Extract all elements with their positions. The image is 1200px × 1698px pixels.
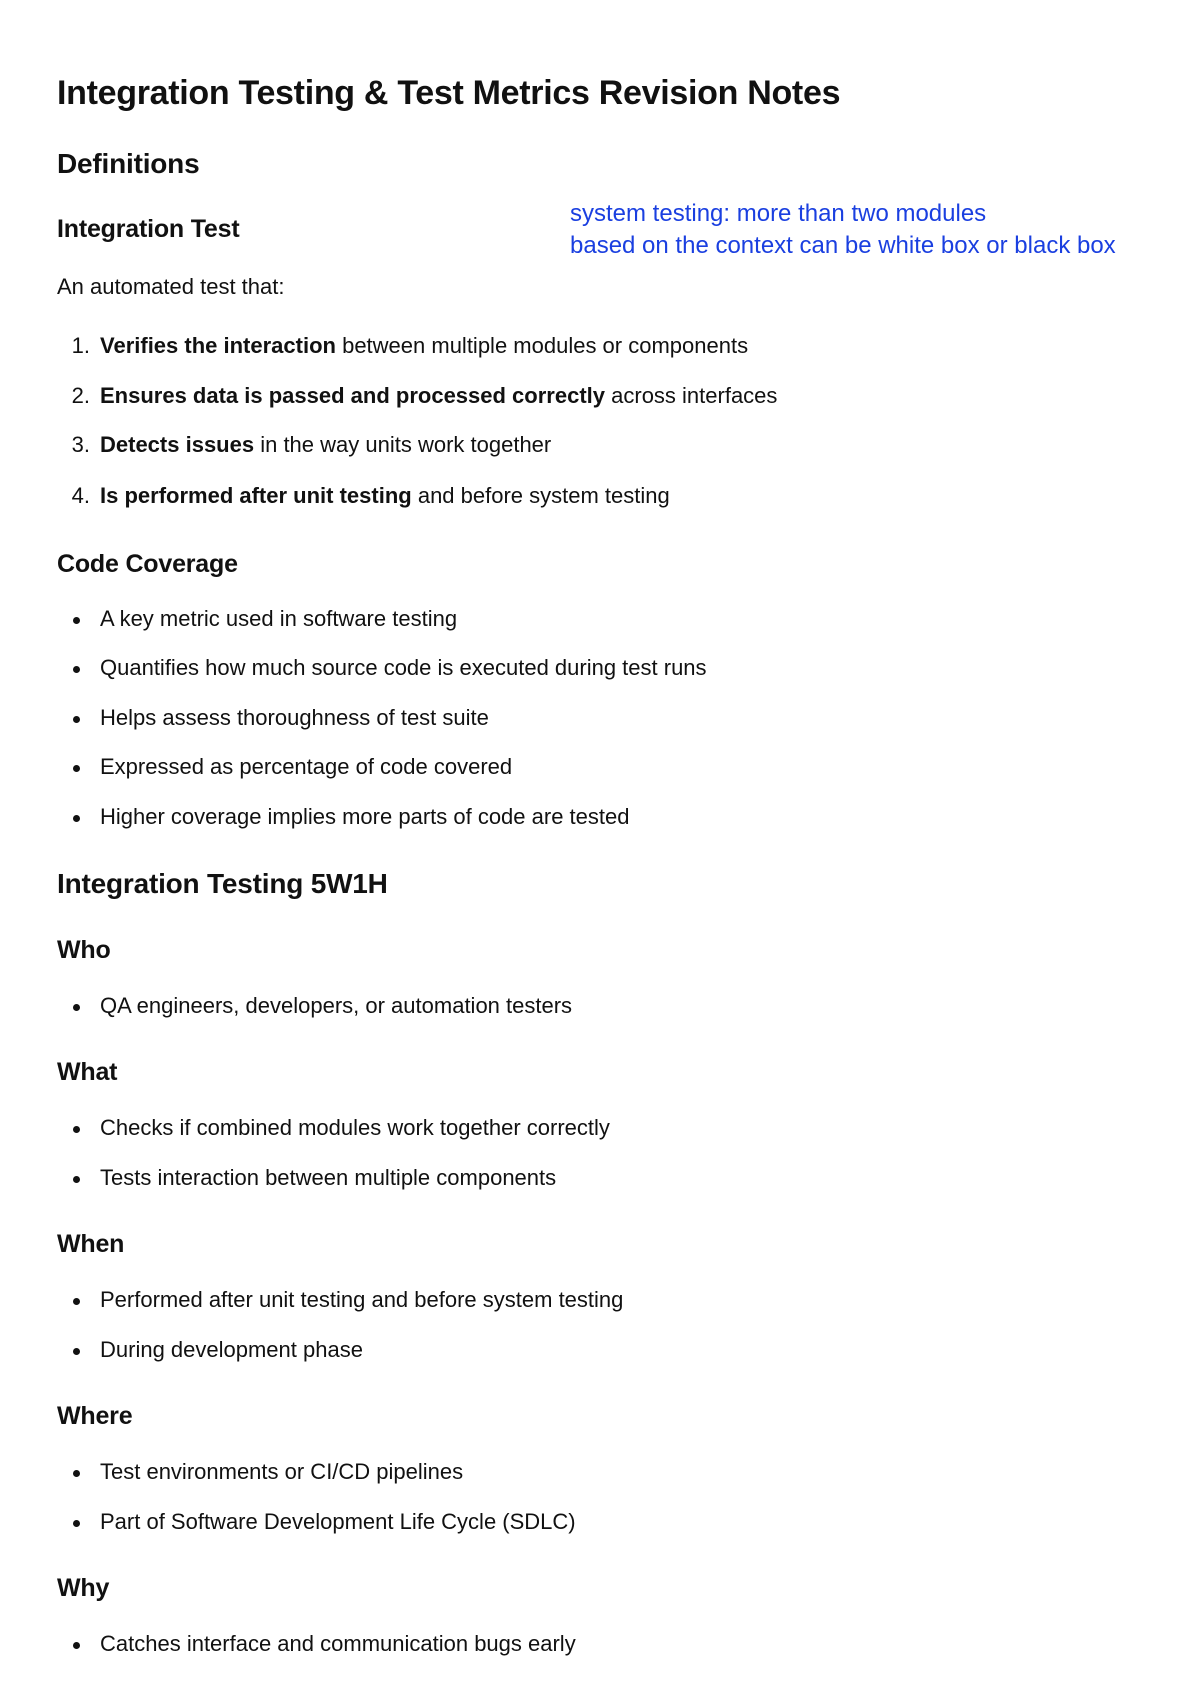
list-item-text [100,383,777,409]
list-item-text [100,333,748,359]
list-number: 1. [71,333,90,358]
list-item-rest: between multiple modules or components [335,333,749,358]
what-heading: What [57,1058,118,1086]
why-heading: Why [57,1574,110,1602]
code-coverage-heading: Code Coverage [57,550,238,578]
list-item-text: Helps assess thoroughness of test suite [100,705,489,730]
list-number: 3. [71,432,90,457]
bullet-dot [73,1642,80,1649]
bullet-dot [73,1520,80,1527]
integration-test-intro: An automated test that: [57,274,285,299]
list-item-text [100,432,551,458]
list-item-text: Quantifies how much source code is executed during test runs [100,655,707,680]
list-item-text: Higher coverage implies more parts of code are tested [100,804,630,829]
bullet-dot [73,666,80,673]
list-item-text: Catches interface and communication bugs early [100,1631,576,1656]
list-item-text: Tests interaction between multiple components [100,1165,557,1190]
list-item-rest: and before system testing [411,483,670,508]
bullet-dot [73,1470,80,1477]
bullet-dot [73,765,80,772]
bullet-dot [73,1176,80,1183]
list-number: 2. [71,383,90,408]
definitions-heading: Definitions [57,148,200,179]
bullet-dot [73,1004,80,1011]
list-item-text: During development phase [100,1337,363,1362]
bullet-dot [73,1348,80,1355]
bullet-dot [73,716,80,723]
page-title: Integration Testing & Test Metrics Revision Notes [57,74,841,112]
who-heading: Who [57,936,111,964]
bullet-dot [73,815,80,822]
where-heading: Where [57,1402,133,1430]
list-item-rest: in the way units work together [254,432,552,457]
fivew1h-heading: Integration Testing 5W1H [57,868,388,899]
list-item-text: Checks if combined modules work together correctly [100,1115,610,1140]
list-item-bold: Is performed after unit testing [100,483,412,508]
list-number: 4. [71,483,90,508]
list-item-text: A key metric used in software testing [100,606,458,631]
list-item-text: Part of Software Development Life Cycle (SDLC) [100,1509,576,1534]
list-item-rest: across interfaces [605,383,778,408]
list-item-bold: Verifies the interaction [100,333,336,358]
list-item-bold: Ensures data is passed and processed correctly [100,383,606,408]
list-item-text [100,483,670,509]
list-item-text: Test environments or CI/CD pipelines [100,1459,464,1484]
bullet-dot [73,617,80,624]
list-item-text: Performed after unit testing and before system testing [100,1287,624,1312]
annotation-line-1: system testing: more than two modules [570,200,987,227]
integration-test-heading: Integration Test [57,215,240,243]
when-heading: When [57,1230,125,1258]
annotation-line-2: based on the context can be white box or black box [570,232,1116,259]
bullet-dot [73,1298,80,1305]
list-item-text: Expressed as percentage of code covered [100,754,513,779]
list-item-bold: Detects issues [100,432,255,457]
bullet-dot [73,1126,80,1133]
list-item-text: QA engineers, developers, or automation testers [100,993,573,1018]
